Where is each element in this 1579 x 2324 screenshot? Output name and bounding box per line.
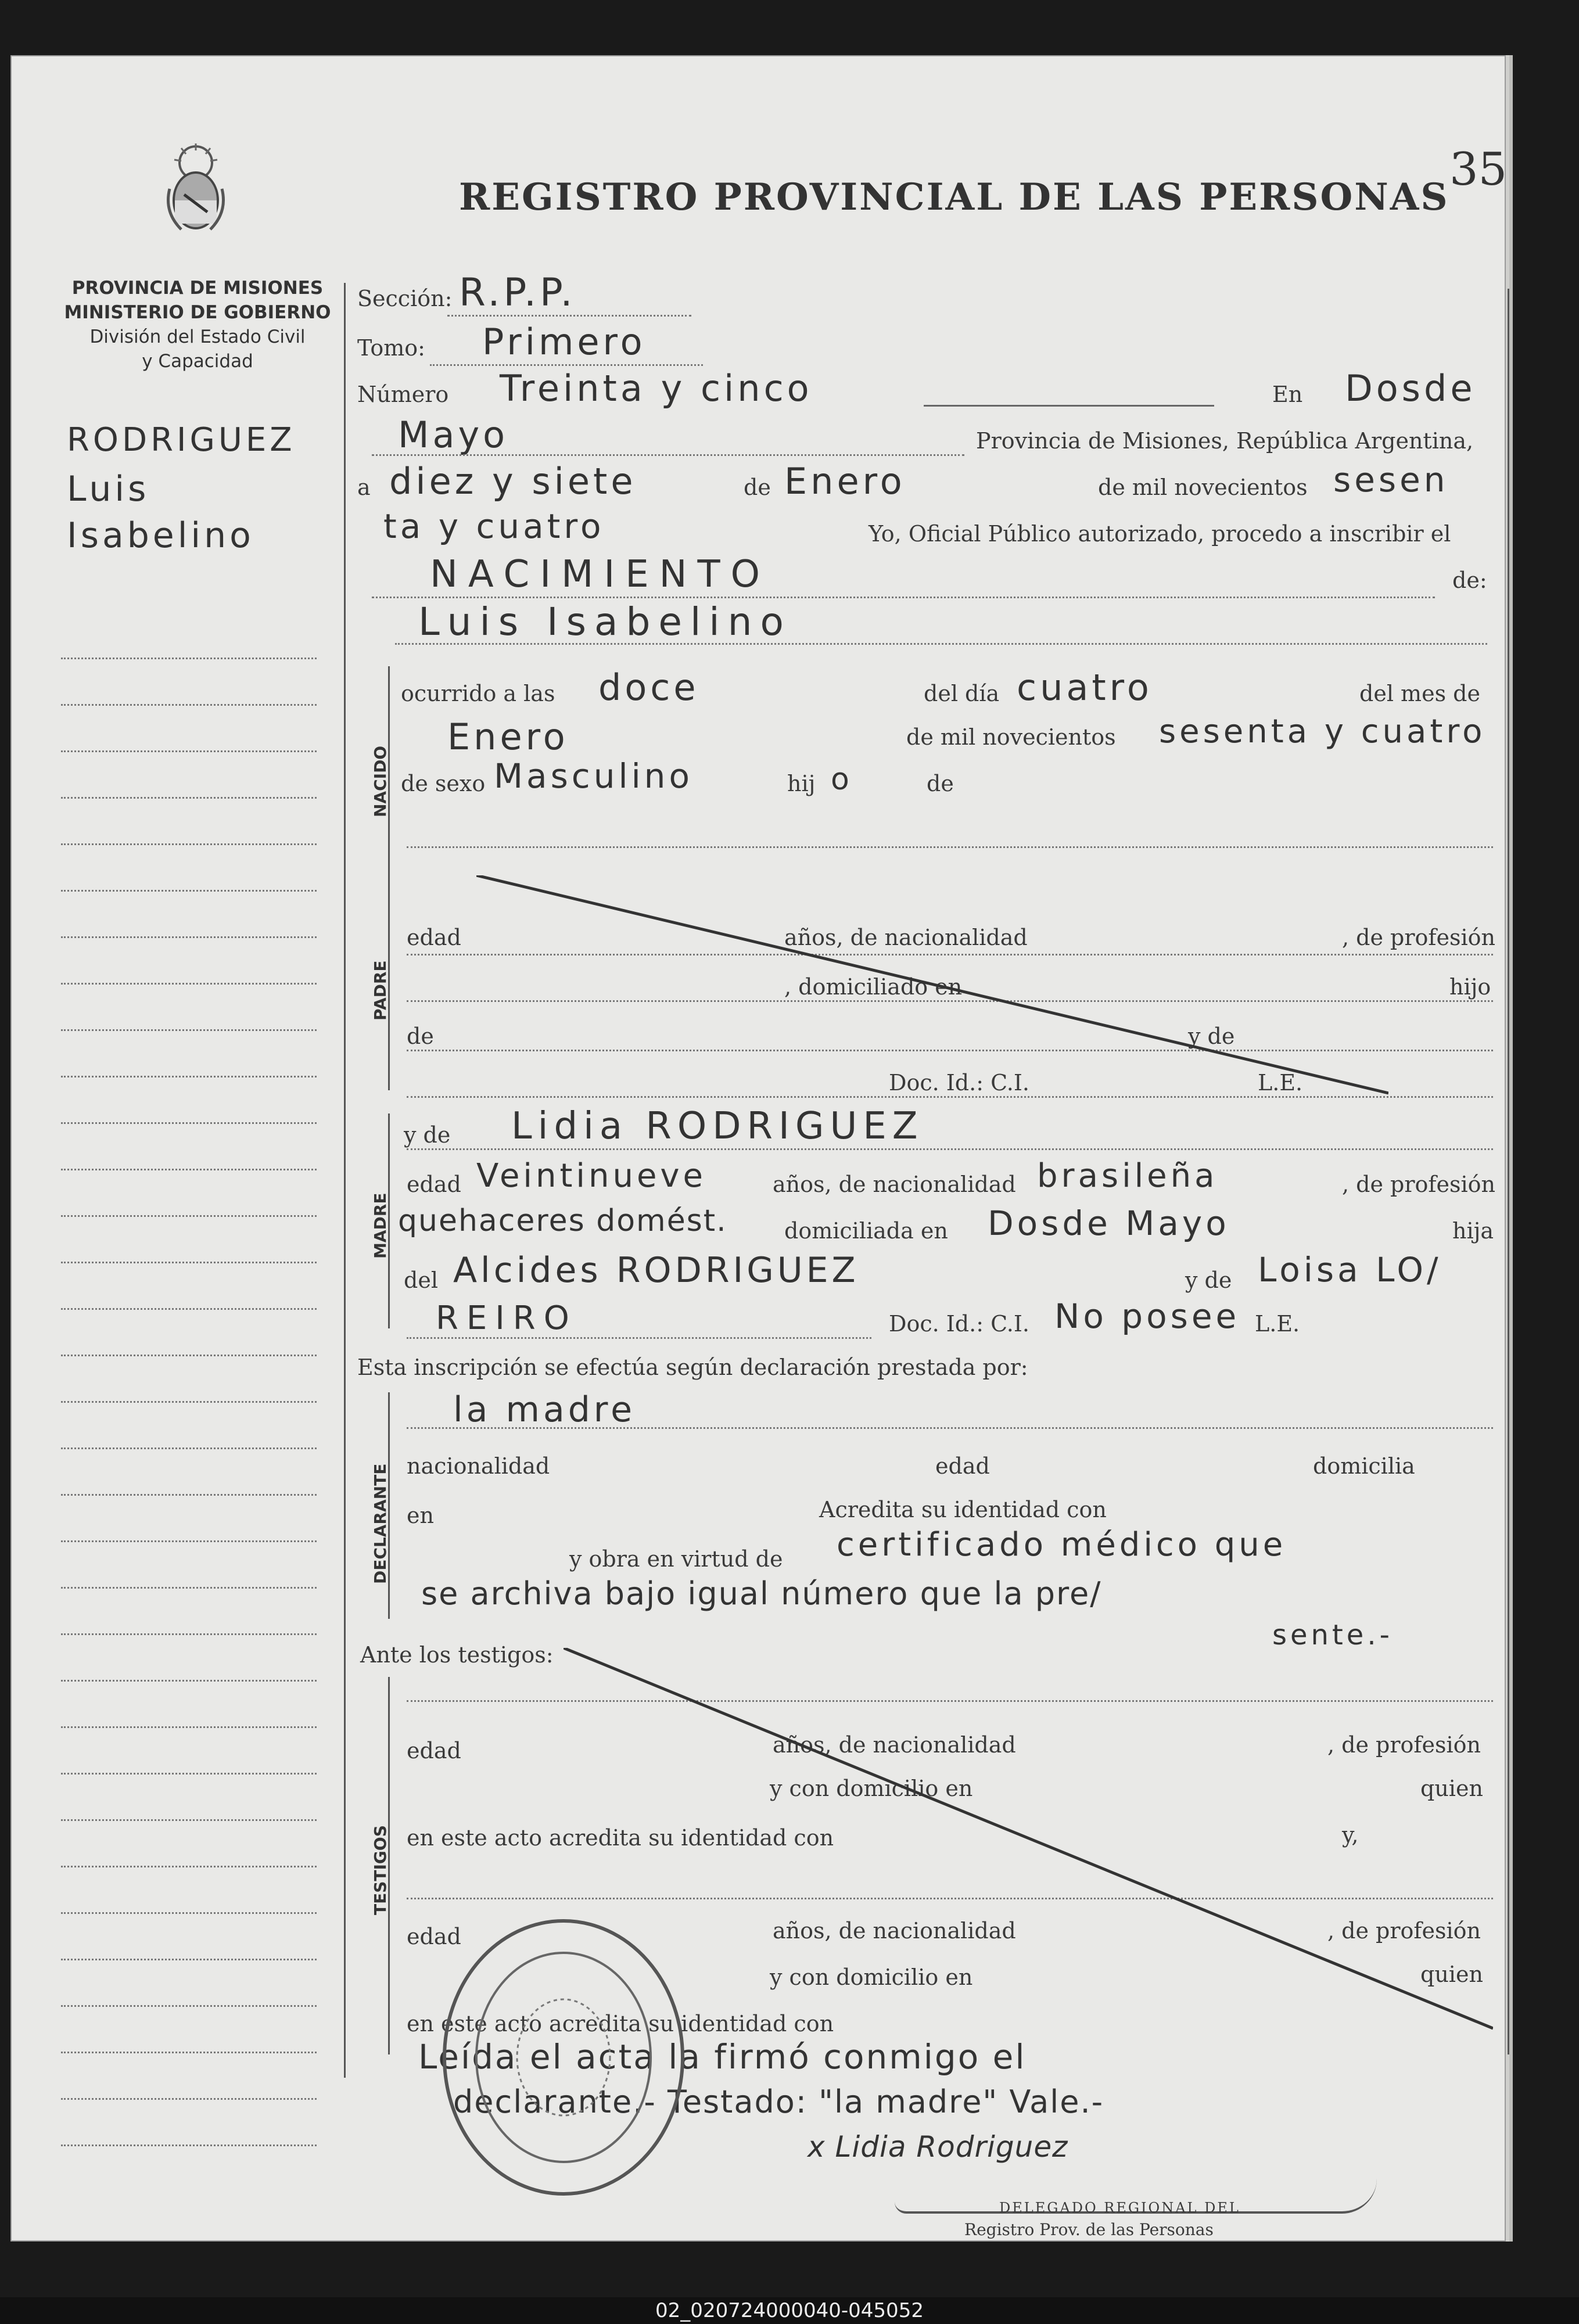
mes-nacido-value: Enero xyxy=(447,716,569,758)
section-label-padre: PADRE xyxy=(371,960,390,1021)
del-mes-label: del mes de xyxy=(1359,681,1480,706)
left-margin-line xyxy=(61,750,317,752)
page-title: REGISTRO PROVINCIAL DE LAS PERSONAS xyxy=(459,175,1449,219)
testigo1-y-label: y, xyxy=(1342,1822,1359,1848)
official-stamp-line-1: DELEGADO REGIONAL DEL xyxy=(999,2200,1240,2216)
nombre-value: Luis Isabelino xyxy=(418,599,792,644)
madre-madre-value-1: Loisa LO/ xyxy=(1258,1250,1442,1289)
office-line: División del Estado Civil xyxy=(89,326,306,347)
declarante-nacionalidad-label: nacionalidad xyxy=(407,1453,550,1479)
padre-edad-label: edad xyxy=(407,925,461,950)
madre-y-de-label: y de xyxy=(404,1122,451,1148)
anio-value-1: sesen xyxy=(1333,460,1449,500)
del-dia-label: del día xyxy=(924,681,1000,706)
left-margin-line xyxy=(61,1029,317,1031)
testigo1-acredita-label: en este acto acredita su identidad con xyxy=(407,1825,834,1851)
padre-line-4 xyxy=(407,1096,1493,1098)
en-label: En xyxy=(1272,382,1303,407)
madre-madre-value-2: REIRO xyxy=(436,1299,577,1337)
madre-edad-value: Veintinueve xyxy=(476,1157,707,1195)
declarante-quien-value: la madre xyxy=(453,1389,636,1430)
left-margin-line xyxy=(61,1447,317,1449)
padre-y-de-label: y de xyxy=(1188,1023,1235,1049)
madre-profesion-label: , de profesión xyxy=(1342,1172,1495,1197)
madre-y-de2-label: y de xyxy=(1185,1267,1232,1293)
nombre-line xyxy=(395,643,1487,645)
seccion-line xyxy=(447,315,691,317)
left-margin-line xyxy=(61,1866,317,1867)
declarante-acredita-label: Acredita su identidad con xyxy=(819,1497,1107,1522)
testigos-intro: Ante los testigos: xyxy=(360,1642,554,1668)
testigo1-profesion-label: , de profesión xyxy=(1327,1732,1481,1758)
left-margin-line xyxy=(61,983,317,985)
testigo2-quien-label: quien xyxy=(1420,1962,1483,1987)
en-value: Dosde xyxy=(1345,367,1476,410)
hijo-label: hij xyxy=(787,771,816,796)
declarante-obra-value-3: sente.- xyxy=(1272,1619,1393,1651)
acto-value: NACIMIENTO xyxy=(430,553,770,596)
left-margin-line xyxy=(61,1587,317,1589)
office-heading xyxy=(52,276,343,373)
left-margin-line xyxy=(61,1959,317,1960)
madre-line-1 xyxy=(407,1148,1493,1150)
declarante-obra-label: y obra en virtud de xyxy=(569,1546,783,1572)
madre-profesion-value: quehaceres domést. xyxy=(398,1204,727,1238)
office-line: MINISTERIO DE GOBIERNO xyxy=(64,302,331,323)
yo-text: Yo, Oficial Público autorizado, procedo a inscribir el xyxy=(869,521,1451,547)
place-line xyxy=(372,454,964,456)
left-margin-line xyxy=(61,1401,317,1403)
footer-id: 02_020724000040-045052 xyxy=(0,2297,1579,2324)
official-stamp-line-2: Registro Prov. de las Personas xyxy=(964,2220,1214,2239)
nacido-de-label: de xyxy=(927,771,954,796)
left-margin-line xyxy=(61,1308,317,1310)
left-margin-line xyxy=(61,1912,317,1914)
left-margin-line xyxy=(61,704,317,706)
register-page xyxy=(10,55,1506,2242)
de-colon-label: de: xyxy=(1452,567,1487,593)
section-label-nacido: NACIDO xyxy=(371,745,390,817)
tomo-label: Tomo: xyxy=(357,335,425,361)
sexo-label: de sexo xyxy=(401,771,486,796)
section-label-testigos: TESTIGOS xyxy=(371,1825,390,1915)
madre-line-2 xyxy=(407,1337,871,1339)
ocurrido-label: ocurrido a las xyxy=(401,681,555,706)
left-margin-line xyxy=(61,1680,317,1682)
left-margin-line xyxy=(61,843,317,845)
madre-nombre-value: Lidia RODRIGUEZ xyxy=(511,1105,924,1148)
left-margin-line xyxy=(61,1633,317,1635)
padre-hijo-label: hijo xyxy=(1449,974,1491,1000)
madre-nacionalidad-label: años, de nacionalidad xyxy=(773,1172,1016,1197)
madre-domicilio-value: Dosde Mayo xyxy=(988,1204,1230,1243)
left-margin-line xyxy=(61,797,317,799)
closing-line-2: declarante.- Testado: "la madre" Vale.- xyxy=(453,2084,1104,2120)
left-margin-line xyxy=(61,658,317,659)
dia-nacido-value: cuatro xyxy=(1017,666,1153,709)
seccion-value: R.P.P. xyxy=(459,270,576,315)
padre-domiciliado-label: , domiciliado en xyxy=(784,974,963,1000)
testigo2-nacionalidad-label: años, de nacionalidad xyxy=(773,1918,1016,1944)
numero-value: Treinta y cinco xyxy=(500,367,813,410)
left-margin-line xyxy=(61,1726,317,1728)
provincia-text: Provincia de Misiones, República Argentina, xyxy=(976,428,1474,454)
testigo2-domicilio-label: y con domicilio en xyxy=(770,1964,973,1990)
office-line: PROVINCIA DE MISIONES xyxy=(71,278,324,299)
left-margin-line xyxy=(61,2052,317,2053)
madre-edad-label: edad xyxy=(407,1172,461,1197)
left-margin-line xyxy=(61,1076,317,1077)
padre-nacionalidad-label: años, de nacionalidad xyxy=(784,925,1028,950)
page-number: 35 xyxy=(1449,143,1508,196)
left-margin-line xyxy=(61,1773,317,1775)
testigos-strikethrough xyxy=(564,1648,1493,2031)
numero-line xyxy=(924,405,1214,407)
anio-value-2: ta y cuatro xyxy=(383,507,605,546)
coat-of-arms-icon xyxy=(164,142,228,235)
declarant-signature: x Lidia Rodriguez xyxy=(808,2130,1068,2164)
left-margin-line xyxy=(61,2005,317,2007)
madre-nacionalidad-value: brasileña xyxy=(1037,1157,1218,1195)
tomo-line xyxy=(430,364,703,366)
padre-de-label: de xyxy=(407,1023,434,1049)
margin-name: Luis xyxy=(67,469,150,509)
main-right-border xyxy=(1508,289,1509,2054)
sexo-value: Masculino xyxy=(494,756,693,796)
declarante-en-label: en xyxy=(407,1503,434,1528)
margin-middle-name: Isabelino xyxy=(67,515,254,556)
tomo-value: Primero xyxy=(482,321,646,363)
madre-domiciliada-label: domiciliada en xyxy=(784,1218,948,1244)
madre-le-label: L.E. xyxy=(1255,1311,1300,1337)
left-margin-line xyxy=(61,1819,317,1821)
novecientos-label: de mil novecientos xyxy=(1098,475,1308,500)
testigo2-profesion-label: , de profesión xyxy=(1327,1918,1481,1944)
section-label-declarante: DECLARANTE xyxy=(371,1463,390,1584)
testigo2-edad-label: edad xyxy=(407,1924,461,1949)
acto-line xyxy=(372,597,1435,598)
madre-doc-value: No posee xyxy=(1054,1296,1240,1336)
padre-strikethrough xyxy=(476,875,1388,1096)
seccion-label: Sección: xyxy=(357,286,453,311)
testigo1-edad-label: edad xyxy=(407,1738,461,1763)
left-margin-line xyxy=(61,1494,317,1496)
numero-label: Número xyxy=(357,382,449,407)
left-margin-line xyxy=(61,1262,317,1263)
declarante-domicilia-label: domicilia xyxy=(1313,1453,1415,1479)
a-label: a xyxy=(357,475,371,500)
novecientos-nacido-label: de mil novecientos xyxy=(906,724,1116,750)
nacido-blank-line xyxy=(407,846,1493,848)
section-label-madre: MADRE xyxy=(371,1192,390,1259)
testigo1-nacionalidad-label: años, de nacionalidad xyxy=(773,1732,1016,1758)
left-margin-line xyxy=(61,2098,317,2100)
left-margin-line xyxy=(61,2145,317,2146)
madre-padre-value: Alcides RODRIGUEZ xyxy=(453,1250,859,1291)
left-margin-line xyxy=(61,936,317,938)
hora-value: doce xyxy=(598,666,699,709)
madre-del-label: del xyxy=(404,1267,438,1293)
declarante-intro: Esta inscripción se efectúa según declaración prestada por: xyxy=(357,1355,1028,1380)
hijo-value: o xyxy=(831,762,853,797)
mes-value: Enero xyxy=(784,460,906,502)
anio-nacido-value: sesenta y cuatro xyxy=(1159,713,1486,750)
left-margin-line xyxy=(61,1122,317,1124)
madre-doc-label: Doc. Id.: C.I. xyxy=(889,1311,1029,1337)
padre-doc-label: Doc. Id.: C.I. xyxy=(889,1070,1029,1095)
margin-surname: RODRIGUEZ xyxy=(67,421,296,459)
left-margin-line xyxy=(61,1355,317,1356)
declarante-obra-value-1: certificado médico que xyxy=(837,1526,1287,1564)
padre-le-label: L.E. xyxy=(1258,1070,1303,1095)
office-line: y Capacidad xyxy=(142,351,253,372)
de-label: de xyxy=(744,475,771,500)
testigo2-acredita-label: en este acto acredita su identidad con xyxy=(407,2011,834,2036)
declarante-line-1 xyxy=(407,1427,1493,1429)
testigo1-domicilio-label: y con domicilio en xyxy=(770,1776,973,1801)
madre-hija-label: hija xyxy=(1452,1218,1494,1244)
declarante-edad-label: edad xyxy=(935,1453,990,1479)
left-margin-line xyxy=(61,1215,317,1217)
left-margin-line xyxy=(61,1540,317,1542)
closing-line-1: Leída el acta la firmó conmigo el xyxy=(418,2037,1027,2077)
testigo1-quien-label: quien xyxy=(1420,1776,1483,1801)
left-margin-line xyxy=(61,1169,317,1170)
main-left-border xyxy=(344,283,346,2078)
padre-profesion-label: , de profesión xyxy=(1342,925,1495,950)
place-value: Mayo xyxy=(398,414,509,456)
dia-value: diez y siete xyxy=(389,460,637,502)
left-margin-line xyxy=(61,890,317,892)
declarante-obra-value-2: se archiva bajo igual número que la pre/ xyxy=(421,1575,1102,1612)
